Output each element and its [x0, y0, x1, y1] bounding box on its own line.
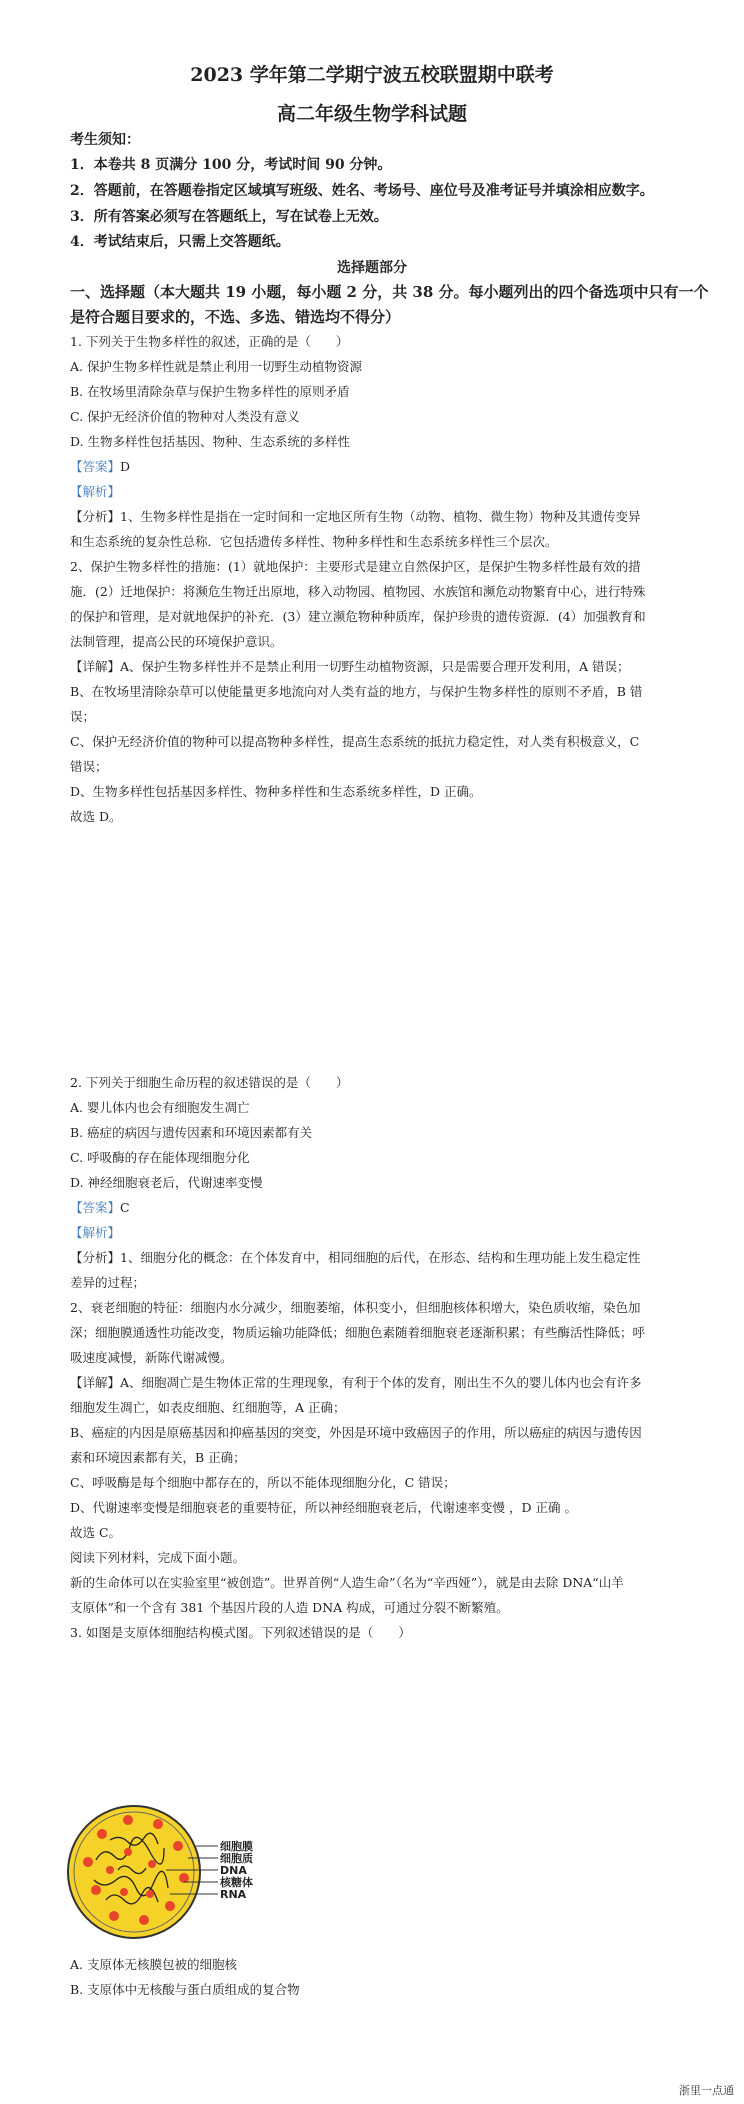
q2-analysis-line: 差异的过程； [70, 1275, 146, 1290]
q1-analysis-line: 法制管理，提高公民的环境保护意识。 [70, 634, 283, 649]
q1-analysis-line: 【分析】1、生物多样性是指在一定时间和一定地区所有生物（动物、植物、微生物）物种及其遗传变异 [70, 509, 641, 524]
q1-analysis-line: 错误； [70, 759, 108, 774]
q1-analysis-tag: 【解析】 [70, 484, 121, 499]
notice-item: 2．答题前，在答题卷指定区域填写班级、姓名、考场号、座位号及准考证号并填涂相应数字。 [70, 183, 654, 199]
q2-analysis-line: 细胞发生凋亡，如表皮细胞、红细胞等，A 正确； [70, 1400, 346, 1415]
q3-stem: 3. 如图是支原体细胞结构模式图。下列叙述错误的是（ ） [70, 1625, 411, 1640]
q3-option-b: B. 支原体中无核酸与蛋白质组成的复合物 [70, 1982, 300, 1997]
q2-option-c: C. 呼吸酶的存在能体现细胞分化 [70, 1150, 250, 1165]
q3-option-a: A. 支原体无核膜包被的细胞核 [70, 1957, 237, 1972]
q1-analysis-line: 【详解】A、保护生物多样性并不是禁止利用一切野生动植物资源，只是需要合理开发利用，A 错误； [70, 659, 630, 674]
answer-value: C [120, 1200, 130, 1215]
reading-intro: 阅读下列材料，完成下面小题。 [70, 1550, 246, 1565]
notice-heading: 考生须知： [70, 132, 140, 148]
q2-analysis-line: 吸速度减慢，新陈代谢减慢。 [70, 1350, 233, 1365]
q2-analysis-line: 深；细胞膜通透性功能改变，物质运输功能降低；细胞色素随着细胞衰老逐渐积累；有些酶活性降低；呼 [70, 1325, 646, 1340]
notice-item: 4．考试结束后，只需上交答题纸。 [70, 234, 290, 250]
notice-item: 1．本卷共 8 页满分 100 分，考试时间 90 分钟。 [70, 157, 392, 173]
watermark-text: 浙里一点通 [679, 2084, 734, 2097]
q2-stem: 2. 下列关于细胞生命历程的叙述错误的是（ ） [70, 1075, 349, 1090]
exam-subtitle: 高二年级生物学科试题 [276, 103, 467, 125]
answer-tag: 【答案】 [70, 459, 121, 474]
q2-analysis-line: C、呼吸酶是每个细胞中都存在的，所以不能体现细胞分化，C 错误； [70, 1475, 456, 1490]
q1-analysis-line: 2、保护生物多样性的措施：(1）就地保护：主要形式是建立自然保护区，是保护生物多样性最有效的措 [70, 559, 641, 574]
q1-analysis-line: 的保护和管理，是对就地保护的补充．(3）建立濒危物种种质库，保护珍贵的遗传资源．(4）加强教育和 [70, 609, 646, 624]
figure-label: DNA [220, 1864, 247, 1877]
q2-option-d: D. 神经细胞衰老后，代谢速率变慢 [70, 1175, 263, 1190]
q1-option-c: C. 保护无经济价值的物种对人类没有意义 [70, 409, 300, 424]
exam-title: 2023 学年第二学期宁波五校联盟期中联考 [190, 64, 554, 86]
q2-analysis-line: 【详解】A、细胞凋亡是生物体正常的生理现象，有利于个体的发育，刚出生不久的婴儿体内也会有许多 [70, 1375, 642, 1390]
q2-analysis-line: 素和环境因素都有关，B 正确； [70, 1450, 246, 1465]
reading-material: 新的生命体可以在实验室里“被创造”。世界首例“人造生命”（名为“辛西娅”），就是由去除 DNA“山羊 [70, 1575, 624, 1590]
q2-analysis-line: 2、衰老细胞的特征：细胞内水分减少，细胞萎缩，体积变小，但细胞核体积增大，染色质收缩，染色加 [70, 1300, 641, 1315]
q2-analysis-line: B、癌症的内因是原癌基因和抑癌基因的突变，外因是环境中致癌因子的作用，所以癌症的病因与遗传因 [70, 1425, 642, 1440]
answer-tag: 【答案】 [70, 1200, 121, 1215]
figure-label: 核糖体 [220, 1876, 253, 1889]
q2-option-a: A. 婴儿体内也会有细胞发生凋亡 [70, 1100, 250, 1115]
q1-analysis-line: C、保护无经济价值的物种可以提高物种多样性，提高生态系统的抵抗力稳定性，对人类有积极意义，C [70, 734, 640, 749]
q2-option-b: B. 癌症的病因与遗传因素和环境因素都有关 [70, 1125, 313, 1140]
notice-item: 3．所有答案必须写在答题纸上，写在试卷上无效。 [70, 209, 388, 225]
q2-analysis-line: 【分析】1、细胞分化的概念：在个体发育中，相同细胞的后代，在形态、结构和生理功能上发生稳定性 [70, 1250, 641, 1265]
part-title: 选择题部分 [337, 260, 407, 276]
q2-analysis-line: 故选 C。 [70, 1525, 122, 1540]
answer-value: D [120, 459, 131, 474]
q1-analysis-line: 故选 D。 [70, 809, 122, 824]
q1-answer [70, 458, 704, 476]
q2-analysis-line: D、代谢速率变慢是细胞衰老的重要特征，所以神经细胞衰老后，代谢速率变慢 ，D 正确 。 [70, 1500, 577, 1515]
q1-stem: 1. 下列关于生物多样性的叙述，正确的是（ ） [70, 334, 349, 349]
reading-material: 支原体”和一个含有 381 个基因片段的人造 DNA 构成，可通过分裂不断繁殖。 [70, 1600, 509, 1615]
figure-label: 细胞膜 [220, 1840, 253, 1853]
q1-analysis-line: 和生态系统的复杂性总称．它包括遗传多样性、物种多样性和生态系统多样性三个层次。 [70, 534, 558, 549]
q1-analysis-line: 误； [70, 709, 96, 724]
q1-option-d: D. 生物多样性包括基因、物种、生态系统的多样性 [70, 434, 351, 449]
q1-analysis-line: 施．(2）迁地保护：将濒危生物迁出原地，移入动物园、植物园、水族馆和濒危动物繁育中心，进行特殊 [70, 584, 646, 599]
mycoplasma-figure [66, 1800, 296, 1950]
q2-analysis-tag: 【解析】 [70, 1225, 121, 1240]
q2-answer [70, 1199, 704, 1217]
q1-option-b: B. 在牧场里清除杂草与保护生物多样性的原则矛盾 [70, 384, 350, 399]
figure-label: RNA [220, 1888, 247, 1901]
q1-option-a: A. 保护生物多样性就是禁止利用一切野生动植物资源 [70, 359, 362, 374]
section-heading: 是符合题目要求的，不选、多选、错选均不得分） [70, 308, 401, 326]
q1-analysis-line: D、生物多样性包括基因多样性、物种多样性和生态系统多样性，D 正确。 [70, 784, 482, 799]
figure-label: 细胞质 [220, 1852, 253, 1865]
q1-analysis-line: B、在牧场里清除杂草可以使能量更多地流向对人类有益的地方，与保护生物多样性的原则不矛盾，B 错 [70, 684, 643, 699]
section-heading: 一、选择题（本大题共 19 小题，每小题 2 分，共 38 分。每小题列出的四个备选项中只有一个 [70, 283, 709, 301]
